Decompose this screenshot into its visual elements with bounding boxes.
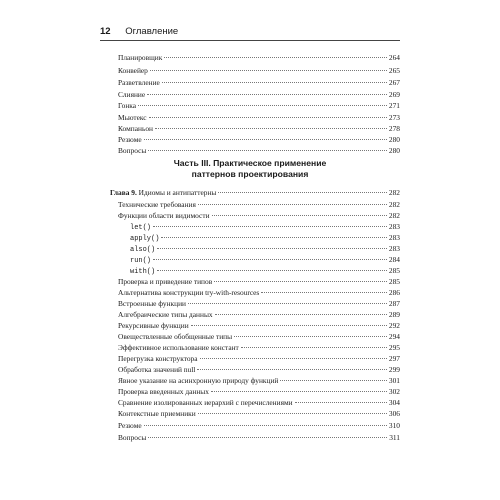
toc-entry-title: Перегрузка конструктора <box>118 354 198 363</box>
dot-leader <box>212 215 387 216</box>
dot-leader <box>197 369 387 370</box>
part-title-line: Часть III. Практическое применение <box>173 158 327 168</box>
toc-entry <box>118 365 400 375</box>
toc-entry-title: Проверка и приведение типов <box>118 277 213 286</box>
toc-subentry <box>130 266 400 276</box>
toc-entry-page: 311 <box>389 433 400 442</box>
toc-entry-title: Рекурсивные функции <box>118 321 189 330</box>
dot-leader <box>241 347 387 348</box>
toc-entry-title: Планировщик <box>118 53 163 62</box>
running-head-title: Оглавление <box>125 26 179 37</box>
toc-entry <box>118 409 400 419</box>
toc-entry-page: 267 <box>388 78 400 87</box>
dot-leader <box>161 237 387 238</box>
dot-leader <box>200 358 387 359</box>
toc-entry-page: 283 <box>388 222 400 231</box>
dot-leader <box>191 325 387 326</box>
toc-entry-page: 289 <box>388 310 400 319</box>
toc-entry-title: Слияние <box>118 90 146 99</box>
dot-leader <box>148 437 387 438</box>
toc-entry <box>118 354 400 364</box>
dot-leader <box>214 281 387 282</box>
toc-entry-title: also() <box>130 246 156 254</box>
toc-entry-title: Альтернатива конструкции try-with-resources <box>118 288 260 297</box>
toc-entry-title: let() <box>130 224 152 232</box>
toc-entry-page: 269 <box>388 90 400 99</box>
dot-leader <box>155 128 387 129</box>
toc-entry-title: Проверка введенных данных <box>118 387 209 396</box>
toc-entry-page: 294 <box>388 332 400 341</box>
dot-leader <box>218 192 387 193</box>
toc-entry-page: 286 <box>388 288 400 297</box>
toc-entry-title: Сравнение изолированных иерархий с перечислениями <box>118 398 293 407</box>
toc-entry-title: Обработка значений null <box>118 365 196 374</box>
toc-entry-page: 306 <box>388 409 400 418</box>
toc-entry <box>118 299 400 309</box>
toc-entry-page: 285 <box>388 277 400 286</box>
toc-entry <box>118 90 400 100</box>
toc-entry-page: 271 <box>388 101 400 110</box>
toc-subentry <box>130 222 400 232</box>
toc-entry-page: 282 <box>388 200 400 209</box>
toc-entry <box>118 101 400 111</box>
toc-entry-page: 302 <box>388 387 400 396</box>
toc-subentry <box>130 255 400 265</box>
dot-leader <box>234 336 387 337</box>
toc-entry <box>118 211 400 221</box>
toc-entry <box>118 288 400 298</box>
page-number: 12 <box>100 26 111 37</box>
toc-entry <box>118 66 400 76</box>
toc-entry-page: 295 <box>388 343 400 352</box>
toc-subentry <box>130 233 400 243</box>
part-title <box>100 158 400 180</box>
dot-leader <box>150 70 387 71</box>
toc-entry <box>118 421 400 431</box>
toc-entry-title: Функции области видимости <box>118 211 210 220</box>
toc-entry-title: Вопросы <box>118 433 147 442</box>
toc-entry-title: Эффективное использование констант <box>118 343 239 352</box>
toc-entry <box>118 398 400 408</box>
toc-entry-title: Мьютекс <box>118 113 147 122</box>
dot-leader <box>144 425 387 426</box>
toc-entry-page: 285 <box>388 266 400 275</box>
toc-entry-page: 299 <box>388 365 400 374</box>
chapter-entry <box>110 188 400 198</box>
toc-entry-page: 304 <box>388 398 400 407</box>
chapter-label: Глава 9. <box>110 188 137 197</box>
toc-entry-title: Контекстные приемники <box>118 409 196 418</box>
part-title-line: паттернов проектирования <box>191 169 309 179</box>
toc-entry <box>118 113 400 123</box>
toc-entry-page: 283 <box>388 233 400 242</box>
toc-entry-page: 283 <box>388 244 400 253</box>
toc-entry-page: 273 <box>388 113 400 122</box>
toc-entry-title: Встроенные функции <box>118 299 187 308</box>
dot-leader <box>198 204 387 205</box>
dot-leader <box>153 226 387 227</box>
toc-subentry <box>130 244 400 254</box>
toc-entry-title: run() <box>130 257 152 265</box>
toc-entry-page: 264 <box>388 53 400 62</box>
toc-entry-page: 265 <box>388 66 400 75</box>
chapter-page: 282 <box>388 188 400 197</box>
toc-entry-title: Конвейер <box>118 66 148 75</box>
dot-leader <box>153 259 387 260</box>
toc-entry-page: 280 <box>388 135 400 144</box>
toc-entry <box>118 433 400 443</box>
toc-entry-page: 310 <box>388 421 400 430</box>
toc-entry-title: Разветвление <box>118 78 160 87</box>
toc-entry <box>118 53 400 63</box>
dot-leader <box>162 82 387 83</box>
toc-entry <box>118 387 400 397</box>
toc-entry-title: apply() <box>130 235 160 243</box>
toc-entry-page: 280 <box>388 146 400 155</box>
toc-entry <box>118 343 400 353</box>
toc-entry-page: 282 <box>388 211 400 220</box>
dot-leader <box>261 292 387 293</box>
dot-leader <box>198 413 387 414</box>
toc-entry-title: Овеществленные обобщенные типы <box>118 332 233 341</box>
dot-leader <box>188 303 387 304</box>
dot-leader <box>149 117 387 118</box>
toc-entry <box>118 376 400 386</box>
dot-leader <box>148 150 387 151</box>
toc-entry-title: Вопросы <box>118 146 147 155</box>
toc-entry-page: 278 <box>388 124 400 133</box>
toc-entry <box>118 332 400 342</box>
toc-entry-title: Алгебраические типы данных <box>118 310 213 319</box>
dot-leader <box>215 314 387 315</box>
toc-entry-page: 292 <box>388 321 400 330</box>
toc-entry-title: Компаньон <box>118 124 154 133</box>
dot-leader <box>157 270 387 271</box>
toc-entry <box>118 321 400 331</box>
toc-entry-title: Резюме <box>118 135 142 144</box>
toc-entry-title: with() <box>130 268 156 276</box>
dot-leader <box>280 380 387 381</box>
toc-entry-title: Явное указание на асинхронную природу функций <box>118 376 279 385</box>
toc-entry-title: Технические требования <box>118 200 196 209</box>
toc-entry <box>118 310 400 320</box>
dot-leader <box>157 248 387 249</box>
toc-entry <box>118 200 400 210</box>
running-head <box>100 26 400 41</box>
dot-leader <box>164 57 387 58</box>
dot-leader <box>138 105 387 106</box>
toc-entry-page: 284 <box>388 255 400 264</box>
toc-entry <box>118 124 400 134</box>
toc-entry-page: 297 <box>388 354 400 363</box>
toc-entry-page: 287 <box>388 299 400 308</box>
dot-leader <box>144 139 387 140</box>
dot-leader <box>211 391 387 392</box>
toc-entry-title: Резюме <box>118 421 142 430</box>
toc-entry <box>118 277 400 287</box>
toc-entry <box>118 135 400 145</box>
dot-leader <box>147 94 387 95</box>
toc-entry-page: 301 <box>388 376 400 385</box>
dot-leader <box>295 402 387 403</box>
chapter-title: Идиомы и антипаттерны <box>138 188 217 197</box>
toc-entry-title: Гонка <box>118 101 137 110</box>
toc-entry <box>118 146 400 156</box>
toc-entry <box>118 78 400 88</box>
